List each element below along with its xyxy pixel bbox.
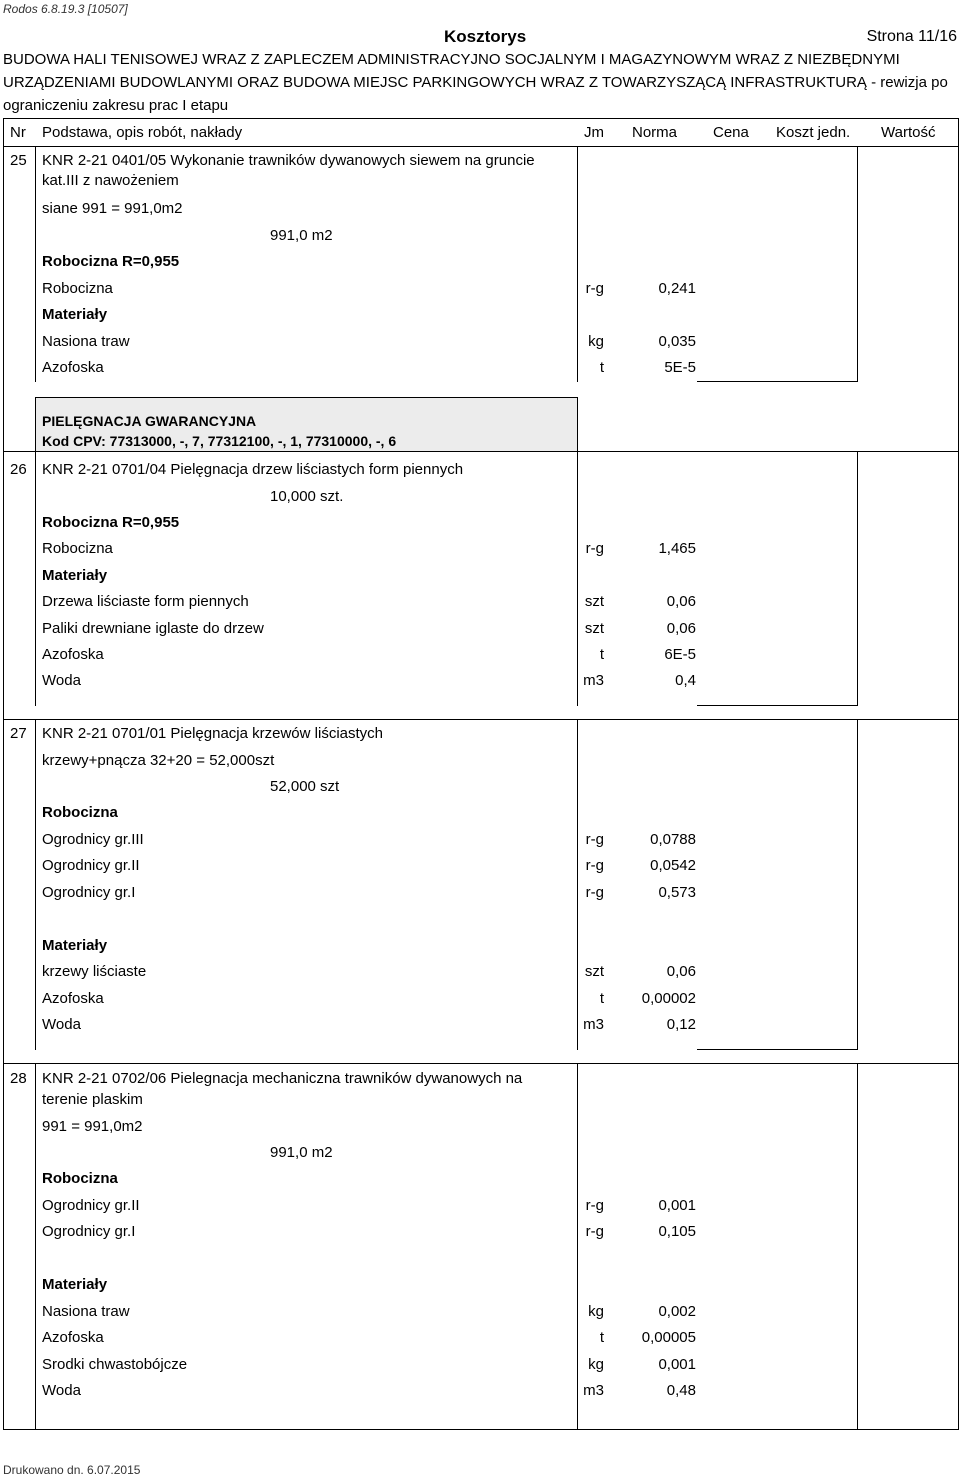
resource-name: Ogrodnicy gr.II: [42, 857, 140, 874]
item-27-material-row: [0, 959, 960, 985]
col-jm: Jm: [584, 124, 604, 141]
item-25-labor-header-row: [0, 249, 960, 275]
col-nr: Nr: [10, 124, 26, 141]
item-25-title-row-2: [0, 168, 960, 194]
item-26-qty-row: [0, 484, 960, 510]
item-27-calc-row: [0, 748, 960, 774]
resource-unit: szt: [584, 963, 604, 980]
page-number: Strona 11/16: [866, 28, 957, 45]
project-line-2: URZĄDZENIAMI BUDOWLANYMI ORAZ BUDOWA MIEJSC PARKINGOWYCH WRAZ Z TOWARZYSZĄCĄ INFRASTRUKTURĄ - rewizja po: [3, 74, 948, 91]
item-28-title-2: terenie plaskim: [42, 1091, 143, 1108]
resource-norm: 0,001: [658, 1197, 696, 1214]
item-28-labor-header-row: [0, 1166, 960, 1192]
item-28-materials-header: Materiały: [42, 1276, 108, 1293]
item-26-top-rule: [3, 451, 958, 452]
item-26-bottom-rule: [697, 705, 857, 706]
item-27-labor-row: [0, 853, 960, 879]
resource-name: Azofoska: [42, 359, 104, 376]
table-top-border: [3, 118, 959, 119]
item-25-material-row: [0, 355, 960, 381]
item-26-qty: 10,000 szt.: [270, 488, 344, 505]
resource-name: Paliki drewniane iglaste do drzew: [42, 620, 264, 637]
resource-norm: 0,002: [658, 1303, 696, 1320]
item-27-bottom-rule: [697, 1049, 857, 1050]
resource-norm: 6E-5: [664, 646, 696, 663]
resource-name: Robocizna: [42, 280, 113, 297]
resource-norm: 0,4: [675, 672, 696, 689]
resource-name: Robocizna: [42, 540, 113, 557]
item-27-materials-header-row: [0, 933, 960, 959]
item-26-material-row: [0, 642, 960, 668]
item-28-material-row: [0, 1299, 960, 1325]
item-26-nr: 26: [10, 461, 27, 478]
item-28-material-row: [0, 1378, 960, 1404]
resource-unit: t: [599, 646, 604, 663]
item-27-qty-row: [0, 774, 960, 800]
item-25-labor-header: Robocizna R=0,955: [42, 253, 180, 270]
col-koszt: Koszt jedn.: [776, 124, 851, 141]
app-version: Rodos 6.8.19.3 [10507]: [3, 2, 128, 16]
resource-norm: 0,035: [658, 333, 696, 350]
resource-unit: m3: [583, 1016, 604, 1033]
item-27-title-row: [0, 721, 960, 747]
resource-name: Drzewa liściaste form piennych: [42, 593, 249, 610]
item-25-title: KNR 2-21 0401/05 Wykonanie trawników dywanowych siewem na gruncie: [42, 152, 535, 169]
resource-name: Azofoska: [42, 1329, 104, 1346]
resource-norm: 0,48: [666, 1382, 696, 1399]
item-28-materials-header-row: [0, 1272, 960, 1298]
resource-norm: 0,06: [666, 593, 696, 610]
item-26-material-row: [0, 616, 960, 642]
resource-name: Srodki chwastobójcze: [42, 1356, 188, 1373]
col-desc: Podstawa, opis robót, nakłady: [42, 124, 243, 141]
resource-norm: 0,001: [658, 1356, 696, 1373]
item-28-title-row-2: [0, 1087, 960, 1113]
resource-norm: 0,06: [666, 963, 696, 980]
item-28-calc: 991 = 991,0m2: [42, 1118, 143, 1135]
resource-unit: r-g: [585, 831, 604, 848]
item-28-title: KNR 2-21 0702/06 Pielegnacja mechaniczna trawników dywanowych na: [42, 1070, 523, 1087]
item-26-materials-header-row: [0, 563, 960, 589]
resource-unit: kg: [588, 1303, 604, 1320]
item-27-top-rule: [3, 719, 958, 720]
item-28-qty: 991,0 m2: [270, 1144, 333, 1161]
resource-unit: t: [599, 990, 604, 1007]
item-26-material-row: [0, 668, 960, 694]
item-27-nr: 27: [10, 725, 27, 742]
item-27-labor-row: [0, 880, 960, 906]
item-28-qty-row: [0, 1140, 960, 1166]
item-26-title-row: [0, 457, 960, 483]
resource-norm: 0,105: [658, 1223, 696, 1240]
item-25-bottom-rule: [697, 381, 857, 382]
item-27-qty: 52,000 szt: [270, 778, 340, 795]
section-left-rule: [35, 397, 36, 451]
col-wartosc: Wartość: [881, 124, 936, 141]
resource-norm: 1,465: [658, 540, 696, 557]
item-25-qty-row: [0, 223, 960, 249]
item-25-calc-row: [0, 196, 960, 222]
resource-name: Ogrodnicy gr.I: [42, 884, 136, 901]
resource-norm: 0,0542: [650, 857, 696, 874]
item-27-labor-header: Robocizna: [42, 804, 118, 821]
item-28-nr: 28: [10, 1070, 27, 1087]
item-25-calc: siane 991 = 991,0m2: [42, 200, 183, 217]
resource-unit: kg: [588, 333, 604, 350]
resource-norm: 5E-5: [664, 359, 696, 376]
item-27-labor-header-row: [0, 800, 960, 826]
resource-unit: szt: [584, 620, 604, 637]
item-27-material-row: [0, 1012, 960, 1038]
resource-norm: 0,573: [658, 884, 696, 901]
item-27-title: KNR 2-21 0701/01 Pielęgnacja krzewów liściastych: [42, 725, 384, 742]
resource-unit: kg: [588, 1356, 604, 1373]
resource-name: Ogrodnicy gr.II: [42, 1197, 140, 1214]
item-25-material-row: [0, 329, 960, 355]
item-26-title: KNR 2-21 0701/04 Pielęgnacja drzew liściastych form piennych: [42, 461, 464, 478]
resource-name: Ogrodnicy gr.III: [42, 831, 144, 848]
resource-name: krzewy liściaste: [42, 963, 147, 980]
document-title: Kosztorys: [444, 27, 527, 46]
print-date: Drukowano dn. 6.07.2015: [3, 1463, 141, 1477]
item-27-material-row: [0, 986, 960, 1012]
section-right-rule: [577, 397, 578, 451]
item-28-labor-row: [0, 1193, 960, 1219]
item-27-materials-header: Materiały: [42, 937, 108, 954]
table-bottom-border: [3, 1429, 959, 1430]
col-norma: Norma: [632, 124, 678, 141]
item-26-labor-header-row: [0, 510, 960, 536]
resource-unit: r-g: [585, 1197, 604, 1214]
item-27-calc: krzewy+pnącza 32+20 = 52,000szt: [42, 752, 275, 769]
item-28-material-row: [0, 1325, 960, 1351]
item-28-material-row: [0, 1352, 960, 1378]
item-25-labor-row: [0, 276, 960, 302]
item-25-nr: 25: [10, 152, 27, 169]
resource-name: Woda: [42, 1016, 81, 1033]
resource-unit: m3: [583, 1382, 604, 1399]
item-25-materials-header: Materiały: [42, 306, 108, 323]
resource-unit: r-g: [585, 540, 604, 557]
item-25-materials-header-row: [0, 302, 960, 328]
item-28-calc-row: [0, 1114, 960, 1140]
item-28-labor-header: Robocizna: [42, 1170, 118, 1187]
resource-norm: 0,00005: [641, 1329, 696, 1346]
item-26-materials-header: Materiały: [42, 567, 108, 584]
resource-norm: 0,00002: [641, 990, 696, 1007]
project-line-3: ograniczeniu zakresu prac I etapu: [3, 97, 229, 114]
item-26-material-row: [0, 589, 960, 615]
header-bottom-border: [3, 146, 959, 147]
resource-norm: 0,0788: [650, 831, 696, 848]
col-cena: Cena: [713, 124, 749, 141]
resource-unit: m3: [583, 672, 604, 689]
resource-unit: t: [599, 359, 604, 376]
resource-norm: 0,06: [666, 620, 696, 637]
resource-norm: 0,241: [658, 280, 696, 297]
section-cpv: Kod CPV: 77313000, -, 7, 77312100, -, 1, 77310000, -, 6: [42, 433, 397, 449]
item-26-labor-row: [0, 536, 960, 562]
resource-name: Woda: [42, 672, 81, 689]
item-25-qty: 991,0 m2: [270, 227, 333, 244]
item-26-labor-header: Robocizna R=0,955: [42, 514, 180, 531]
resource-name: Azofoska: [42, 646, 104, 663]
resource-name: Woda: [42, 1382, 81, 1399]
section-title: PIELĘGNACJA GWARANCYJNA: [42, 413, 257, 429]
resource-name: Nasiona traw: [42, 1303, 130, 1320]
item-27-labor-row: [0, 827, 960, 853]
resource-unit: t: [599, 1329, 604, 1346]
item-28-labor-row: [0, 1219, 960, 1245]
resource-unit: r-g: [585, 857, 604, 874]
item-28-top-rule: [3, 1063, 958, 1064]
resource-unit: r-g: [585, 884, 604, 901]
resource-name: Azofoska: [42, 990, 104, 1007]
section-top-rule: [35, 397, 577, 398]
resource-unit: r-g: [585, 280, 604, 297]
resource-name: Ogrodnicy gr.I: [42, 1223, 136, 1240]
resource-name: Nasiona traw: [42, 333, 130, 350]
resource-unit: r-g: [585, 1223, 604, 1240]
resource-unit: szt: [584, 593, 604, 610]
item-25-title-2: kat.III z nawożeniem: [42, 172, 179, 189]
project-line-1: BUDOWA HALI TENISOWEJ WRAZ Z ZAPLECZEM ADMINISTRACYJNO SOCJALNYM I MAGAZYNOWYM WRAZ Z NIEZBĘDNYMI: [3, 51, 900, 68]
resource-norm: 0,12: [666, 1016, 696, 1033]
